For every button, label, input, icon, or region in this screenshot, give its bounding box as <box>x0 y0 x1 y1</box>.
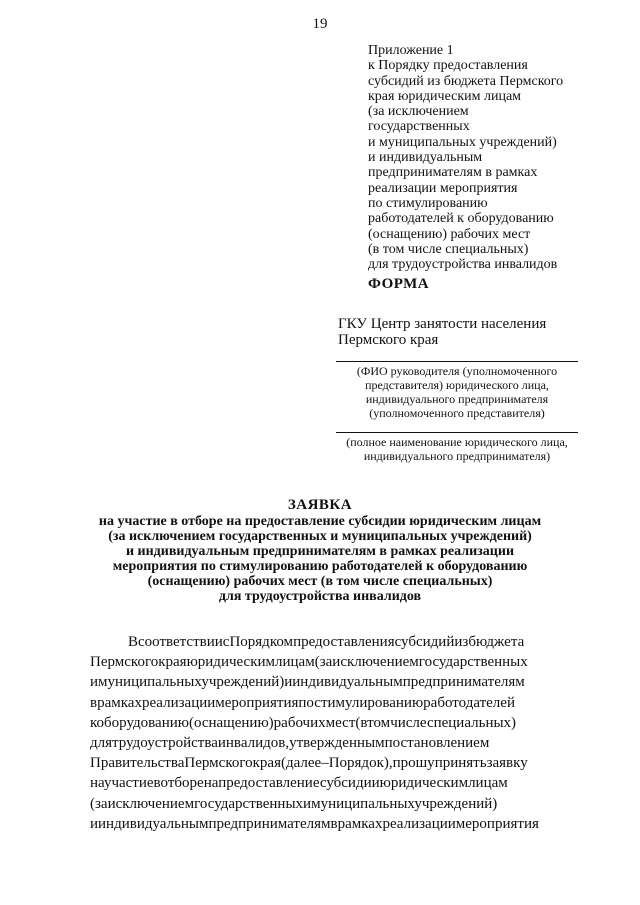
body-word: числе <box>390 714 427 731</box>
body-word: соответствии <box>138 634 223 650</box>
body-word: принять <box>434 755 487 772</box>
page-number: 19 <box>312 16 328 32</box>
body-word: и <box>284 674 293 691</box>
body-word: предпринимателям <box>208 815 331 832</box>
body-word: мероприятия <box>215 694 299 711</box>
body-word: и <box>90 815 99 832</box>
body-word: по <box>298 694 315 711</box>
appendix-line: субсидий из бюджета Пермского <box>368 73 564 89</box>
body-word: предоставления <box>293 634 395 650</box>
caption-line: индивидуального предпринимателя <box>365 392 549 406</box>
subtitle-line: для трудоустройства инвалидов <box>218 589 422 604</box>
appendix-line: реализации мероприятия <box>368 180 518 196</box>
manager-caption <box>336 364 578 420</box>
body-word: трудоустройства <box>112 735 218 752</box>
body-word: рамках <box>97 694 142 711</box>
body-word: (в <box>355 714 368 731</box>
caption-line: индивидуального предпринимателя) <box>363 449 551 463</box>
appendix-line: для трудоустройства инвалидов <box>368 257 558 273</box>
subtitle-line: мероприятия по стимулированию работодателей к оборудованию <box>112 559 528 574</box>
manager-signature-line <box>336 361 578 362</box>
body-line <box>90 814 580 834</box>
appendix-line: к Порядку предоставления <box>368 58 528 74</box>
body-word: субсидий <box>394 634 455 650</box>
body-word: лицам <box>468 775 508 792</box>
appendix-line: работодателей к оборудованию <box>368 211 554 227</box>
request-subtitle <box>60 514 580 604</box>
body-word: работодателей <box>423 694 515 711</box>
appendix-line: (в том числе специальных) <box>368 241 529 257</box>
body-word: индивидуальным <box>292 674 403 691</box>
body-word: в <box>90 694 98 711</box>
body-word: мест <box>325 714 356 731</box>
body-word: юридическим <box>379 775 469 792</box>
body-word: предпринимателям <box>402 674 525 691</box>
body-word: постановлением <box>384 735 490 752</box>
body-word: рамках <box>337 815 383 832</box>
body-line <box>90 773 580 793</box>
appendix-line: (за исключением <box>368 104 469 120</box>
body-word: на <box>203 775 219 792</box>
body-line <box>90 672 580 692</box>
appendix-block <box>368 43 628 272</box>
body-word: на <box>90 775 104 792</box>
body-word: предоставление <box>218 775 320 792</box>
body-word: мероприятия <box>455 815 539 832</box>
body-word: Пермского <box>90 654 159 671</box>
body-word: том <box>367 714 391 731</box>
body-word: специальных) <box>426 714 517 731</box>
appendix-line: предпринимателям в рамках <box>368 165 538 181</box>
body-word: государственных <box>194 795 304 812</box>
request-title: ЗАЯВКА <box>287 497 353 513</box>
appendix-line: (оснащению) рабочих мест <box>368 226 531 242</box>
body-word: рабочих <box>273 714 326 731</box>
body-line <box>90 794 580 814</box>
body-word: Порядок), <box>328 755 393 772</box>
body-word: субсидии <box>319 775 380 792</box>
form-label: ФОРМА <box>368 276 430 292</box>
body-word: и <box>303 795 312 812</box>
body-word: инвалидов, <box>217 735 290 752</box>
body-word: Правительства <box>90 755 185 772</box>
body-word: в <box>330 815 338 832</box>
body-word: (далее <box>280 755 322 772</box>
appendix-line: государственных <box>368 119 470 135</box>
body-paragraph <box>90 632 580 834</box>
recipient-line: ГКУ Центр занятости населения <box>338 316 547 332</box>
body-word: исключением <box>332 654 419 671</box>
body-line <box>90 713 580 733</box>
body-word: утвержденным <box>289 735 385 752</box>
body-word: (за <box>90 795 108 812</box>
body-word: бюджета <box>468 634 525 650</box>
body-word: стимулированию <box>314 694 424 711</box>
body-word: края <box>158 654 187 671</box>
caption-line: представителя) юридического лица, <box>365 378 549 392</box>
body-word: отборе <box>160 775 204 792</box>
body-word: для <box>90 735 113 752</box>
body-word: государственных <box>418 654 528 671</box>
appendix-line: и индивидуальным <box>368 150 483 166</box>
body-word: учреждений) <box>414 795 498 812</box>
body-word: муниципальных <box>311 795 415 812</box>
body-word: муниципальных <box>98 674 202 691</box>
body-line <box>90 652 580 672</box>
body-word: оборудованию <box>96 714 189 731</box>
recipient-block <box>338 316 546 348</box>
subtitle-line: (оснащению) рабочих мест (в том числе специальных) <box>147 574 493 589</box>
appendix-line: Приложение 1 <box>368 43 454 58</box>
appendix-line: края юридическим лицам <box>368 88 522 104</box>
caption-line: (уполномоченного представителя) <box>369 406 545 420</box>
body-word: юридическим <box>186 654 276 671</box>
body-word: и <box>90 674 99 691</box>
body-word: Порядком <box>229 634 294 650</box>
organization-name-line <box>336 432 578 433</box>
body-word: с <box>222 634 230 650</box>
body-line <box>90 693 580 713</box>
body-word: (за <box>314 654 333 671</box>
body-word: к <box>90 714 97 731</box>
body-word: (оснащению) <box>188 714 274 731</box>
subtitle-line: (за исключением государственных и муниципальных учреждений) <box>108 529 532 544</box>
body-line <box>90 753 580 773</box>
subtitle-line: и индивидуальным предпринимателям в рамках реализации <box>125 544 515 559</box>
body-word: Пермского <box>184 755 253 772</box>
body-word: заявку <box>486 755 528 772</box>
body-word: края <box>252 755 281 772</box>
caption-line: (ФИО руководителя (уполномоченного <box>356 364 558 378</box>
body-line <box>90 632 580 652</box>
recipient-line: Пермского края <box>338 332 439 348</box>
organization-caption <box>336 435 578 463</box>
body-word: в <box>153 775 161 792</box>
body-word: реализации <box>141 694 216 711</box>
appendix-line: и муниципальных учреждений) <box>368 134 557 150</box>
subtitle-line: на участие в отборе на предоставление субсидии юридическим лицам <box>98 514 542 529</box>
body-word: учреждений) <box>201 674 285 691</box>
body-word: из <box>454 634 469 650</box>
body-word: лицам <box>275 654 315 671</box>
caption-line: (полное наименование юридического лица, <box>346 435 568 449</box>
body-word: прошу <box>392 755 435 772</box>
body-word: – <box>321 755 329 772</box>
body-word: исключением <box>107 795 195 812</box>
body-word: участие <box>103 775 154 792</box>
appendix-line: по стимулированию <box>368 195 488 211</box>
body-word: В <box>128 634 139 650</box>
body-word: реализации <box>382 815 456 832</box>
body-word: индивидуальным <box>98 815 209 832</box>
body-line <box>90 733 580 753</box>
